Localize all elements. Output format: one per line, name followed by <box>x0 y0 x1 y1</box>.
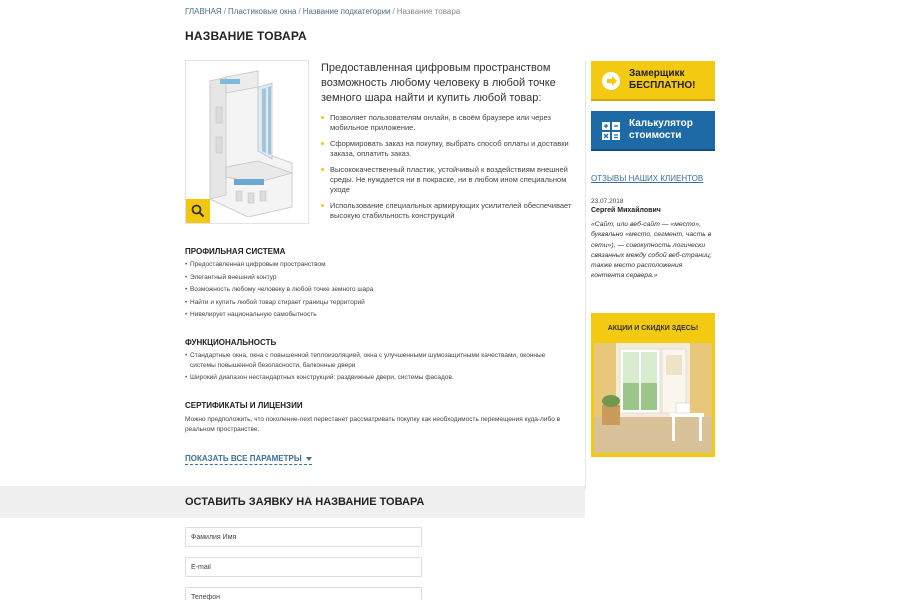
functionality-item: • Широкий диапазон нестандартных конструкций: раздвижные двери, системы фасадов. <box>185 373 565 383</box>
product-intro: Предоставленная цифровым пространством возможность любому человеку в любой точке земного шара найти и купить любой товар: <box>321 62 556 104</box>
profile-item: • Найти и купить любой товар стирает границы территорий <box>185 298 565 308</box>
functionality-list <box>185 351 565 386</box>
free-measurer-button[interactable] <box>591 61 715 101</box>
breadcrumb-current: Название товара <box>396 7 461 16</box>
product-features <box>321 113 576 227</box>
profile-item: • Элегантный внешний контур <box>185 273 565 283</box>
profile-section-title: ПРОФИЛЬНАЯ СИСТЕМА <box>185 247 286 256</box>
certificates-text: Можно предположить, что поколение-next перестанет рассматривать покупку как необходимость перемещения куда-либо в реальном пространстве. <box>185 416 561 433</box>
feature-item: Высококачественный пластик, устойчивый к воздействиям внешней среды. Не нуждается ни в покраске, ни в любом ином специальном уходе <box>321 165 576 195</box>
caret-down-icon <box>306 457 312 461</box>
window-profile-illustration <box>196 67 300 217</box>
product-image[interactable] <box>185 60 309 224</box>
breadcrumb-separator: / <box>392 7 395 16</box>
breadcrumb-subcategory[interactable]: Название подкатегории <box>302 7 391 16</box>
profile-item: • Нивелирует национальную самобытность <box>185 310 565 320</box>
review-text: «Сайт, или веб-сайт — «место», буквально «место, сегмент, часть в сети»), — совокупность логически связанных между собой веб-страниц; также место расположения контента сервера.» <box>591 221 712 280</box>
profile-item: • Предоставленная цифровым пространством <box>185 260 565 270</box>
profile-item: • Возможность любому человеку в любой точке земного шара <box>185 285 565 295</box>
magnifier-icon <box>191 204 205 218</box>
show-all-label: ПОКАЗАТЬ ВСЕ ПАРАМЕТРЫ <box>185 454 302 463</box>
order-form-title: ОСТАВИТЬ ЗАЯВКУ НА НАЗВАНИЕ ТОВАРА <box>185 496 425 508</box>
certificates-section-title: СЕРТИФИКАТЫ И ЛИЦЕНЗИИ <box>185 401 303 410</box>
email-field[interactable] <box>185 557 422 577</box>
review-date: 23.07.2018 <box>591 198 624 205</box>
zoom-button[interactable] <box>186 199 210 223</box>
cost-calculator-label: Калькулятор стоимости <box>629 118 693 141</box>
review-author: Сергей Михайлович <box>591 207 661 214</box>
profile-list <box>185 260 565 323</box>
feature-item: Сформировать заказ на покупку, выбрать способ оплаты и доставки заказа, оплатить заказ. <box>321 139 576 159</box>
phone-field[interactable] <box>185 587 422 600</box>
customer-reviews-link[interactable]: ОТЗЫВЫ НАШИХ КЛИЕНТОВ <box>591 174 704 183</box>
breadcrumb <box>185 7 460 16</box>
free-measurer-label: Замерщикк БЕСПЛАТНО! <box>629 68 696 91</box>
page-title: НАЗВАНИЕ ТОВАРА <box>185 29 307 43</box>
column-divider <box>585 60 586 490</box>
arrow-right-circle-icon <box>601 71 621 91</box>
functionality-section-title: ФУНКЦИОНАЛЬНОСТЬ <box>185 338 277 347</box>
cost-calculator-button[interactable] <box>591 111 715 151</box>
feature-item: Использование специальных армирующих усилителей обеспечивает высокую стабильность конструкций <box>321 201 576 221</box>
calculator-icon <box>601 121 621 141</box>
promotions-banner[interactable] <box>591 313 715 457</box>
show-all-parameters-link[interactable] <box>185 454 312 465</box>
name-field[interactable] <box>185 527 422 547</box>
breadcrumb-plastic-windows[interactable]: Пластиковые окна <box>227 7 297 16</box>
feature-item: Позволяет пользователям онлайн, в своём браузере или через мобильное приложение. <box>321 113 576 133</box>
promotions-banner-title: АКЦИИ И СКИДКИ ЗДЕСЬ! <box>607 325 699 332</box>
functionality-item: • Стандартные окна, окна с повышенной теплоизоляцией, окна с улучшенными шумозащитными качествами, оконные системы повышенной безопасности, балконные двери <box>185 351 565 370</box>
breadcrumb-separator: / <box>223 7 226 16</box>
interior-photo <box>594 343 712 453</box>
breadcrumb-home[interactable]: ГЛАВНАЯ <box>185 7 222 16</box>
breadcrumb-separator: / <box>298 7 301 16</box>
